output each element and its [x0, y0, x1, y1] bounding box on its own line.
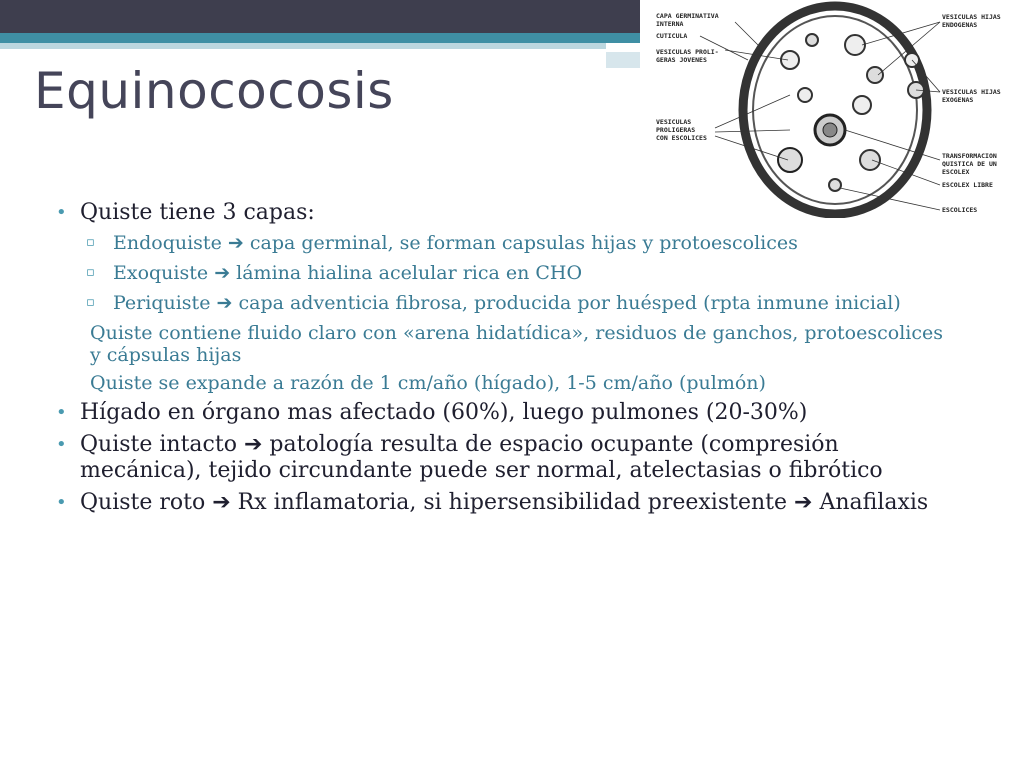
arrow-icon: ➔ [794, 490, 813, 515]
bullet-text: Hígado en órgano mas afectado (60%), luego pulmones (20-30%) [80, 400, 808, 425]
sub-bullet-endoquiste [56, 232, 956, 254]
vesicle [781, 51, 799, 69]
fig-label: CON ESCOLICES [656, 134, 707, 142]
vesicle [829, 179, 841, 191]
arrow-icon: ➔ [227, 232, 244, 254]
vesicle [778, 148, 802, 172]
header-accent-band [0, 33, 640, 43]
term: Exoquiste [113, 262, 209, 284]
term: Quiste roto [80, 490, 206, 515]
sub-bullet-marker: ▫ [86, 295, 95, 310]
vesicle [860, 150, 880, 170]
arrow-icon: ➔ [216, 292, 233, 314]
sub-bullet-marker: ▫ [86, 265, 95, 280]
paragraph-expansion: Quiste se expande a razón de 1 cm/año (hígado), 1-5 cm/año (pulmón) [90, 372, 766, 394]
vesicle [798, 88, 812, 102]
fig-label: ESCOLICES [942, 206, 978, 214]
bullet-text: Quiste tiene 3 capas: [80, 200, 315, 225]
fig-label: INTERNA [656, 20, 684, 28]
fig-label: PROLIGERAS [656, 126, 696, 134]
fig-label: GERAS JOVENES [656, 56, 707, 64]
cyst-inner-wall [753, 16, 917, 204]
arrow-icon: ➔ [243, 432, 263, 457]
bullet-marker: • [56, 402, 67, 423]
slide-body [56, 200, 956, 522]
fig-label: CUTICULA [656, 32, 688, 40]
fig-label: CAPA GERMINATIVA [656, 12, 719, 20]
fig-label: VESICULAS [656, 118, 692, 126]
fig-label: VESICULAS PROLI- [656, 48, 719, 56]
fig-label: ENDOGENAS [942, 21, 978, 29]
header-light-band [0, 43, 606, 49]
term: Endoquiste [113, 232, 222, 254]
bullet-marker: • [56, 434, 67, 455]
definition: lámina hialina acelular rica en CHO [236, 262, 583, 284]
fig-label: VESICULAS HIJAS [942, 88, 1001, 96]
sub-bullet-marker: ▫ [86, 235, 95, 250]
vesicle-core [823, 123, 837, 137]
definition: capa adventicia fibrosa, producida por huésped (rpta inmune inicial) [238, 292, 901, 314]
vesicle [867, 67, 883, 83]
bullet-text: Anafilaxis [819, 490, 929, 515]
vesicle [806, 34, 818, 46]
paragraph-fluido: Quiste contiene fluido claro con «arena hidatídica», residuos de ganchos, protoescolices y cápsulas hijas [90, 322, 943, 366]
cyst-diagram [640, 0, 1024, 218]
fig-label: ESCOLEX LIBRE [942, 181, 993, 189]
bullet-quiste-intacto [56, 432, 956, 484]
fig-label: EXOGENAS [942, 96, 974, 104]
arrow-icon: ➔ [212, 490, 231, 515]
sub-bullet-exoquiste [56, 262, 956, 284]
term: Periquiste [113, 292, 211, 314]
arrow-icon: ➔ [214, 262, 231, 284]
bullet-capas [56, 200, 956, 226]
fig-label: TRANSFORMACION [942, 152, 997, 160]
header-corner-block [606, 52, 640, 68]
bullet-quiste-roto [56, 490, 956, 516]
sub-bullet-periquiste [56, 292, 956, 314]
bullet-text: Rx inflamatoria, si hipersensibilidad preexistente [237, 490, 788, 515]
header-dark-band [0, 0, 640, 33]
term: Quiste intacto [80, 432, 237, 457]
cyst-diagram-svg [640, 0, 1024, 218]
definition: capa germinal, se forman capsulas hijas y protoescolices [249, 232, 798, 254]
fig-label: ESCOLEX [942, 168, 970, 176]
fig-label: VESICULAS HIJAS [942, 13, 1001, 21]
vesicle [853, 96, 871, 114]
bullet-marker: • [56, 492, 67, 513]
bullet-marker: • [56, 202, 67, 223]
fig-label: QUISTICA DE UN [942, 160, 997, 168]
bullet-text: patología resulta de espacio ocupante (compresión mecánica), tejido circundante puede ser normal, atelectasias o fibrótico [80, 432, 883, 483]
bullet-higado [56, 400, 956, 426]
slide-title: Equinococosis [34, 62, 394, 120]
